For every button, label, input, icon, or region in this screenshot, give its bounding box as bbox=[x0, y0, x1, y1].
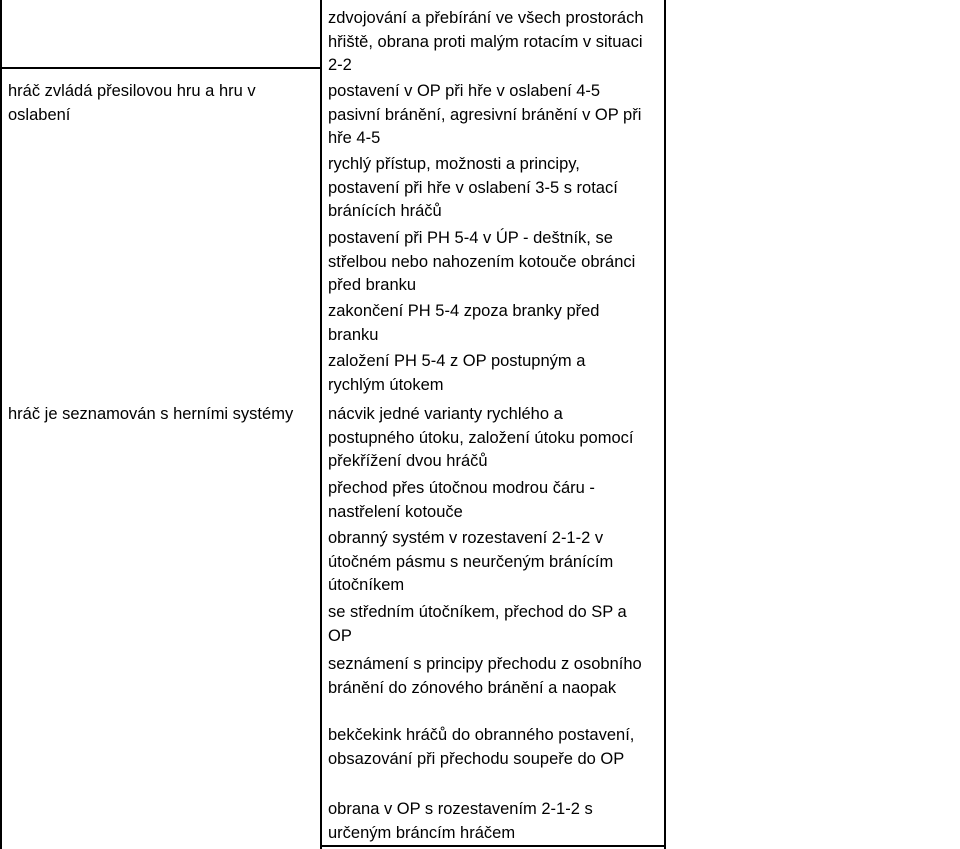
list-item: rychlý přístup, možnosti a principy, postavení při hře v oslabení 3-5 s rotací bránících hráčů bbox=[328, 155, 618, 220]
list-item: zakončení PH 5-4 zpoza branky před branku bbox=[328, 302, 600, 344]
table-row-divider bbox=[0, 67, 322, 69]
list-item: nácvik jedné varianty rychlého a postupného útoku, založení útoku pomocí překřížení dvou hráčů bbox=[328, 405, 634, 470]
list-item: přechod přes útočnou modrou čáru -nastřelení kotouče bbox=[328, 479, 595, 521]
list-item: postavení v OP při hře v oslabení 4-5 pasivní bránění, agresivní bránění v OP při hře 4-5 bbox=[328, 82, 642, 147]
list-item: obrana v OP s rozestavením 2-1-2 s určeným bráncím hráčem bbox=[328, 800, 593, 842]
list-item: seznámení s principy přechodu z osobního bránění do zónového bránění a naopak bbox=[328, 655, 642, 697]
list-item: se středním útočníkem, přechod do SP a OP bbox=[328, 603, 627, 645]
table-bottom-border bbox=[320, 845, 666, 847]
list-item: zdvojování a přebírání ve všech prostorách hřiště, obrana proti malým rotacím v situaci 2-2 bbox=[328, 9, 644, 74]
list-item: obranný systém v rozestavení 2-1-2 v útočném pásmu s neurčeným bránícím útočníkem bbox=[328, 529, 614, 594]
empty-column bbox=[668, 0, 960, 849]
list-item: bekčekink hráčů do obranného postavení, obsazování při přechodu soupeře do OP bbox=[328, 726, 635, 768]
table-column-divider-1 bbox=[320, 0, 322, 849]
table-cell-competency: hráč je seznamován s herními systémy bbox=[8, 405, 294, 423]
table-column-divider-2 bbox=[664, 0, 666, 849]
table-border-left bbox=[0, 0, 2, 849]
list-item: založení PH 5-4 z OP postupným a rychlým útokem bbox=[328, 352, 586, 394]
table-cell-competency: hráč zvládá přesilovou hru a hru v oslabení bbox=[8, 82, 256, 124]
list-item: postavení při PH 5-4 v ÚP - deštník, se střelbou nebo nahozením kotouče obránci před branku bbox=[328, 229, 636, 294]
